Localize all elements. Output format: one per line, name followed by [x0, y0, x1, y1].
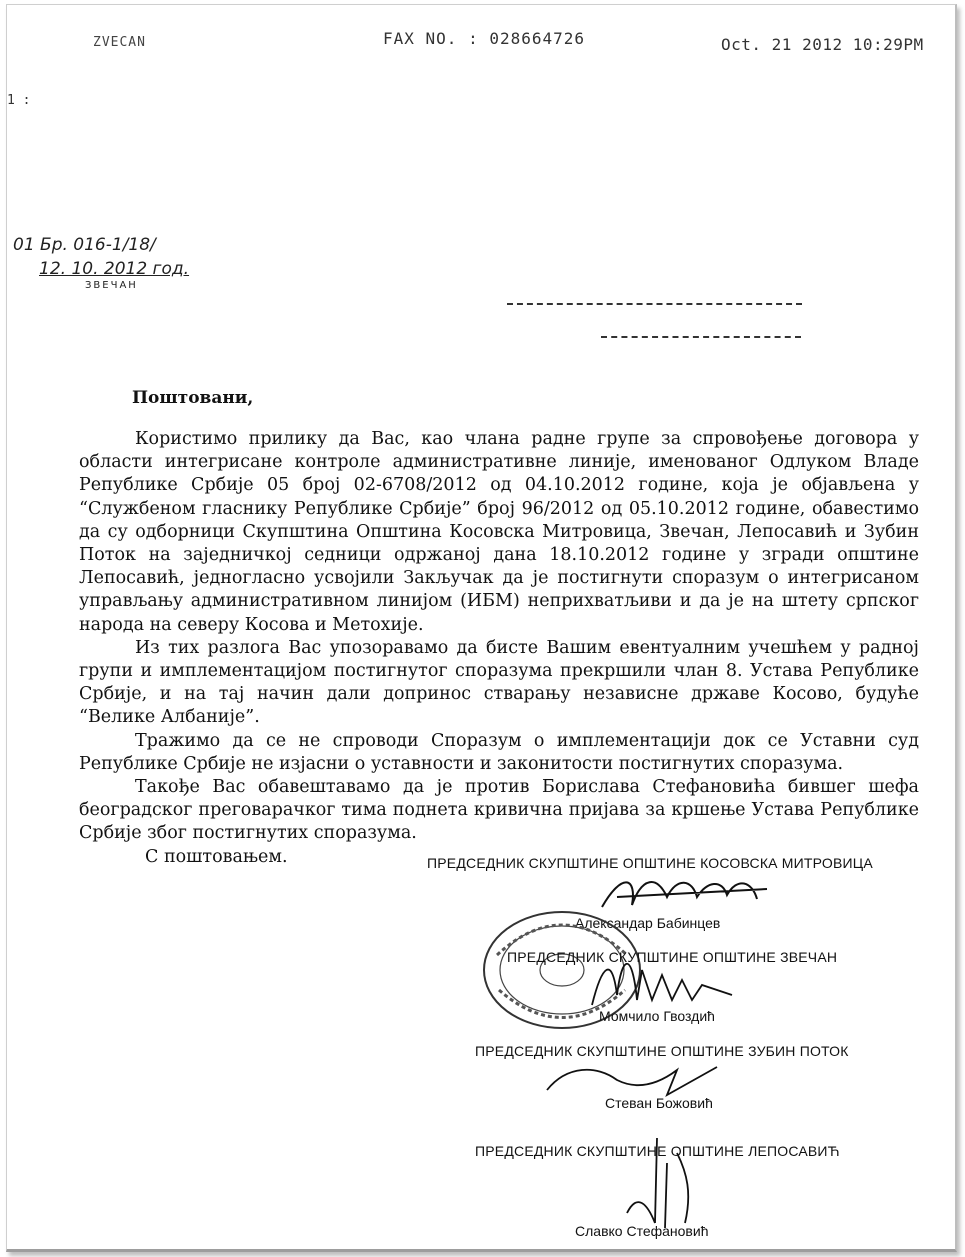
paragraph: Такође Вас обавештавамо да је против Борислава Стефановића бившег шефа београдског преговарачког тима поднета кривична пријава за кршење Устава Републике Србије због постигнутих споразума.: [79, 777, 919, 844]
salutation: Поштовани,: [132, 388, 254, 408]
fax-sender: ZVECAN: [93, 35, 146, 50]
registry-place: ЗВЕЧАН: [85, 280, 138, 291]
closing: С поштовањем.: [145, 846, 288, 867]
fax-number: FAX NO. : 028664726: [383, 29, 586, 48]
signatory-name-4: Славко Стефановић: [575, 1223, 709, 1239]
signatory-name-2: Момчило Гвоздић: [599, 1008, 715, 1024]
paragraph: Из тих разлога Вас упозоравамо да бисте Вашим евентуалним учешћем у радној групи и имплементацијом постигнутог споразума прекршили члан 8. Устава Републике Србије, и на тај начин дали допринос стварању независне државе Косово, будуће “Велике Албаније”.: [79, 637, 919, 728]
letter-body: [79, 428, 919, 869]
signatory-title-1: ПРЕДСЕДНИК СКУПШТИНЕ ОПШТИНЕ КОСОВСКА МИТРОВИЦА: [427, 855, 873, 871]
signatory-title-3: ПРЕДСЕДНИК СКУПШТИНЕ ОПШТИНЕ ЗУБИН ПОТОК: [475, 1043, 849, 1059]
address-line-1: [507, 303, 802, 305]
signatory-name-1: Александар Бабинцев: [575, 915, 721, 931]
paragraph: Тражимо да се не спроводи Споразум о имплементацији док се Уставни суд Републике Србије не изјасни о уставности и законитости постигнутих споразума.: [79, 730, 919, 774]
signatory-title-2: ПРЕДСЕДНИК СКУПШТИНЕ ОПШТИНЕ ЗВЕЧАН: [507, 949, 838, 965]
signatory-title-4: ПРЕДСЕДНИК СКУПШТИНЕ ОПШТИНЕ ЛЕПОСАВИЋ: [475, 1143, 840, 1159]
registry-date: 12. 10. 2012 год.: [39, 259, 190, 279]
fax-page: [6, 4, 957, 1252]
signatory-name-3: Стеван Божовић: [605, 1095, 713, 1111]
registry-number: 01 Бр. 016-1/18/: [13, 235, 156, 255]
margin-mark: 1 :: [7, 93, 31, 108]
paragraph: Користимо прилику да Вас, као члана радне групе за спровођење договора у области интегрисане контроле административне линије, именованог Одлуком Владе Републике Србије 05 број 02-6708/2012 од 04.10.2012 године, која је објављена у “Службеном гласнику Републике Србије” број 96/2012 од 05.10.2012 године, обавестимо да су одборници Скупштина Општина Косовска Митровица, Звечан, Лепосавић и Зубин Поток на заједничкој седници одржаној дана 18.10.2012 године у згради општине Лепосавић, једногласно усвојили Закључак да је постигнути споразум о интегрисаном управљању административном линијом (ИБМ) неприхватљиви и да је на штету српског народа на северу Косова и Метохије.: [79, 429, 919, 635]
address-line-2: [601, 336, 801, 338]
fax-datetime: Oct. 21 2012 10:29PM: [721, 35, 924, 54]
registry-stamp: [13, 203, 223, 293]
